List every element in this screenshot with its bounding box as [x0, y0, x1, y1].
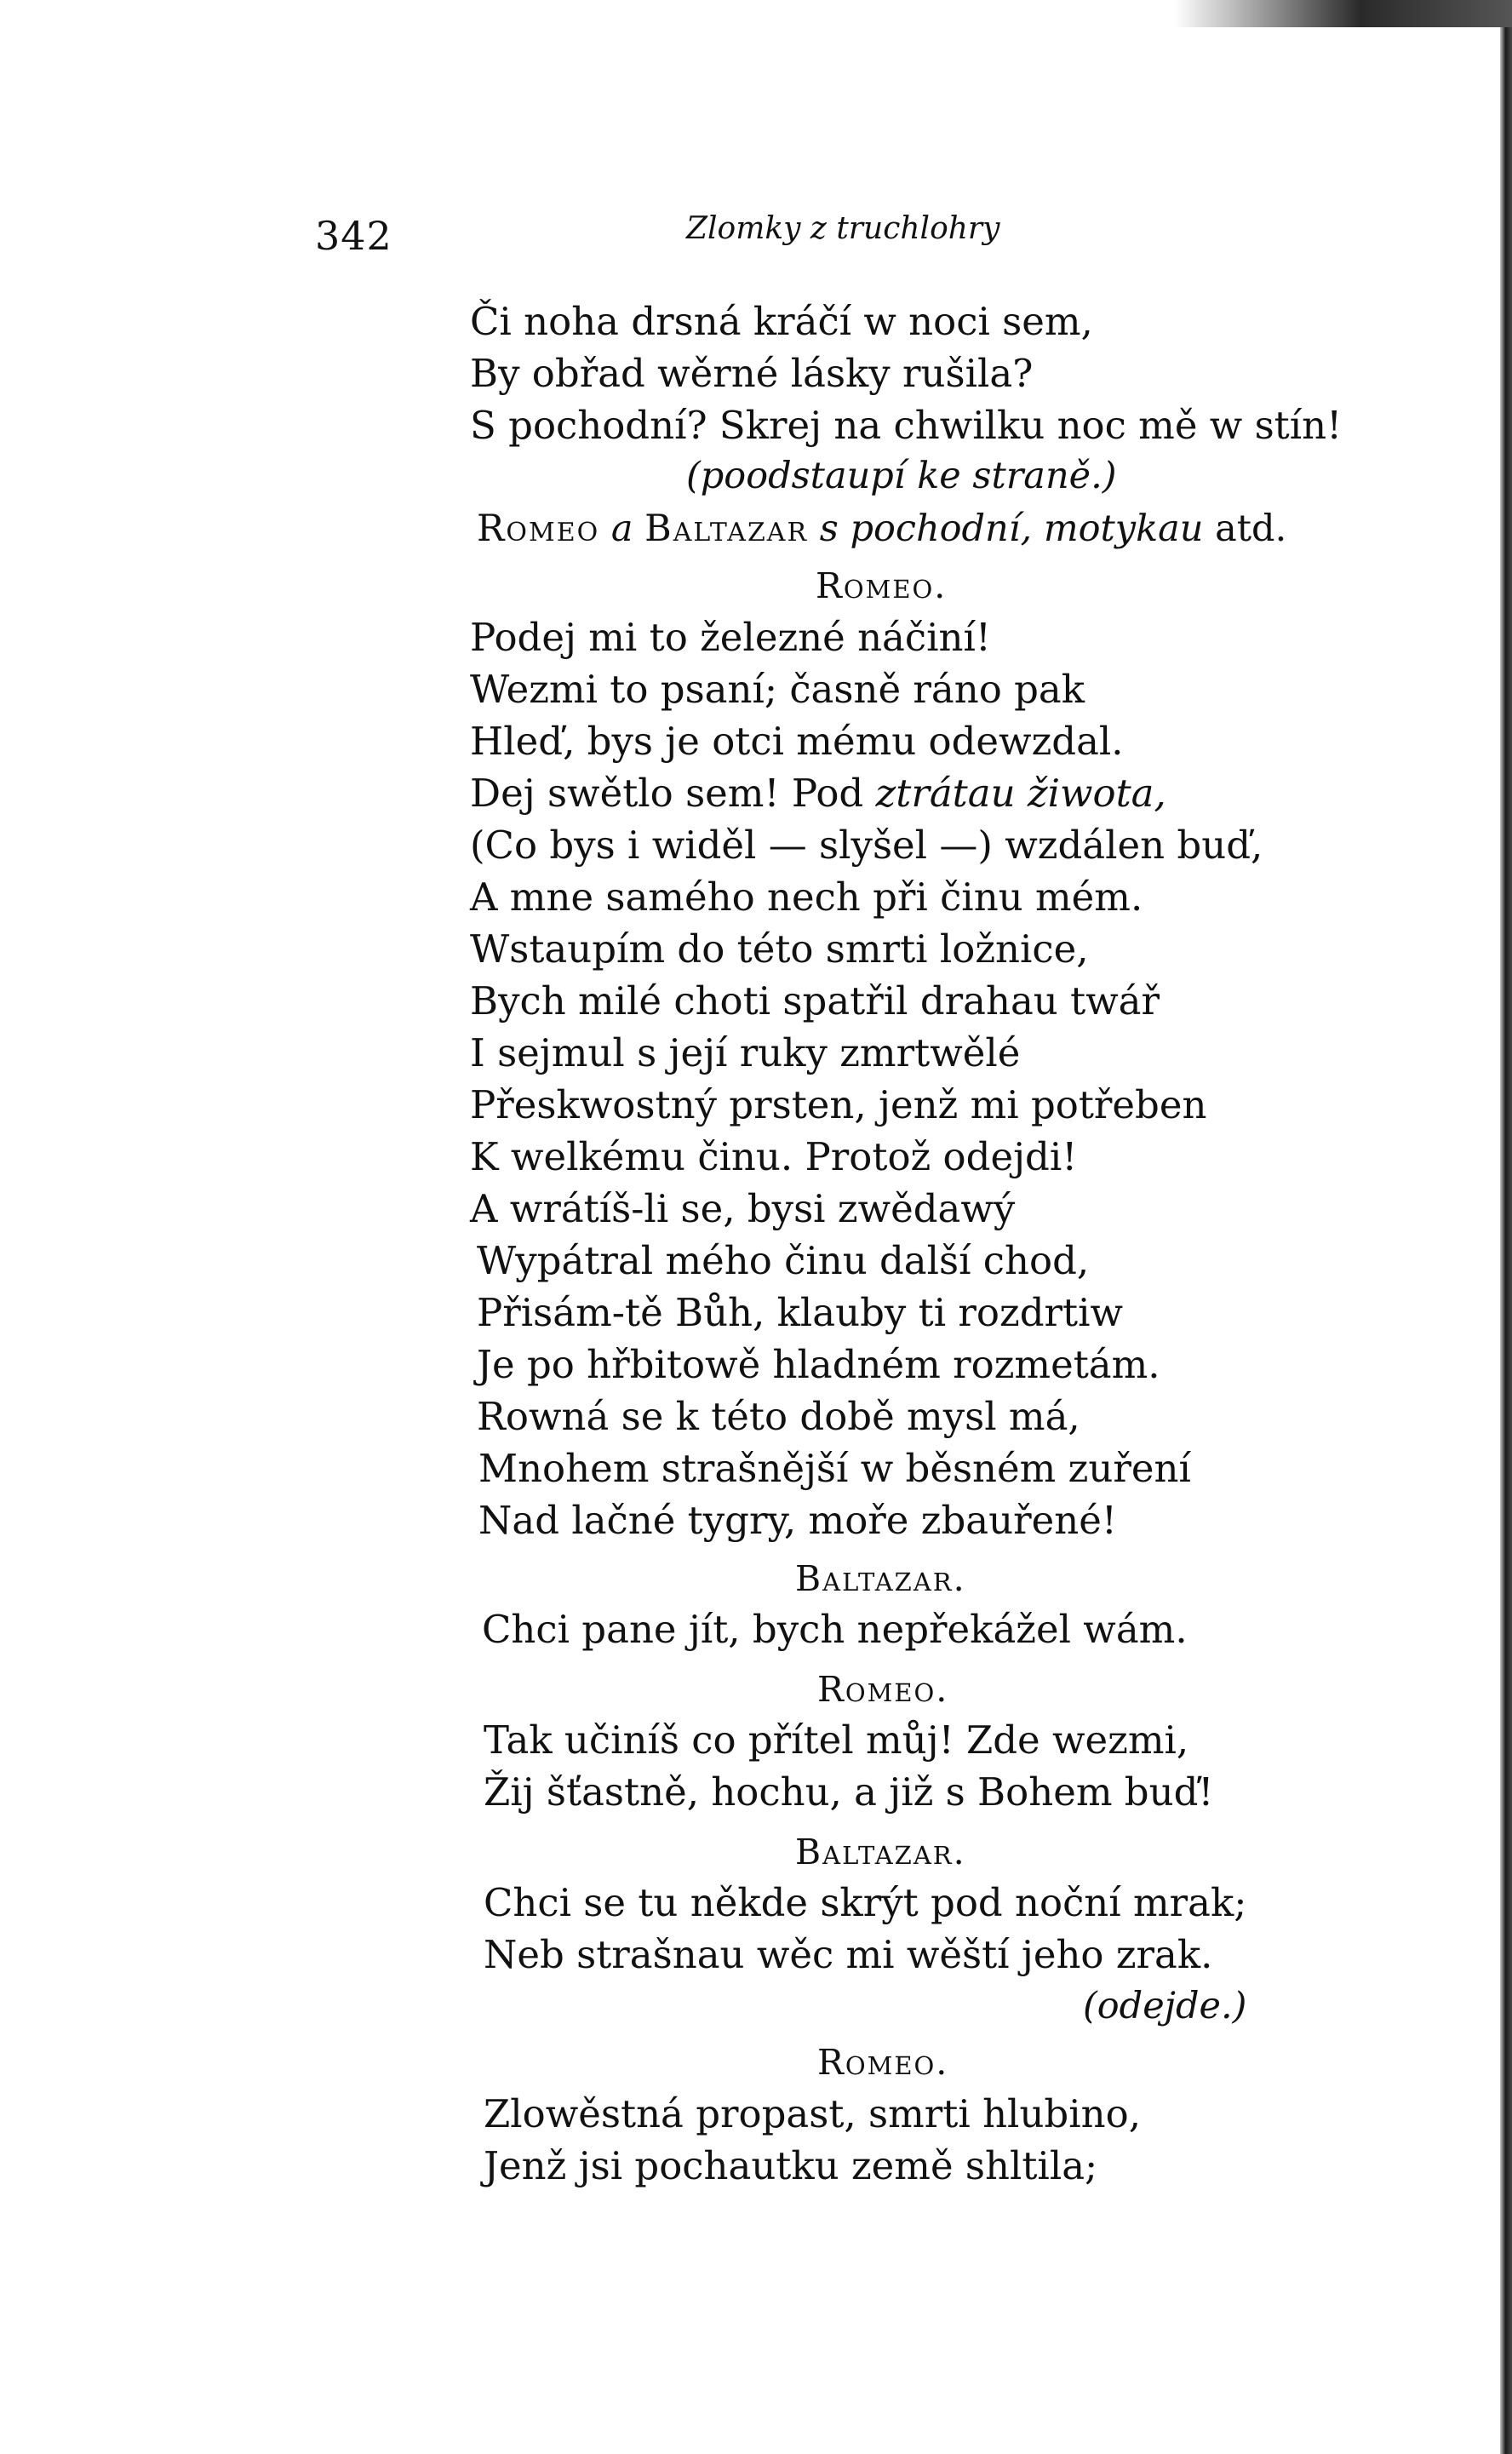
verse-line: Žij šťastně, hochu, a již s Bohem buď!	[484, 1769, 1214, 1815]
verse-text: Dej swětlo sem! Pod	[470, 771, 864, 816]
verse-line: Wypátral mého činu další chod,	[477, 1238, 1090, 1283]
stage-direction-conj: a	[610, 507, 633, 550]
verse-line: By obřad wěrné lásky rušila?	[470, 351, 1034, 396]
verse-line: Přisám-tě Bůh, klauby ti rozdrtiw	[477, 1290, 1124, 1335]
page-number: 342	[315, 213, 392, 259]
speaker-name: Romeo.	[816, 565, 948, 606]
speaker-name: Baltazar.	[795, 1558, 966, 1599]
verse-line: Neb strašnau wěc mi wěští jeho zrak.	[484, 1932, 1213, 1977]
verse-line: Rowná se k této době mysl má,	[477, 1394, 1080, 1439]
stage-direction-text: s pochodní, motykau	[819, 507, 1204, 550]
verse-line: Wezmi to psaní; časně ráno pak	[470, 667, 1085, 712]
verse-line: Nad lačné tygry, moře zbauřené!	[478, 1498, 1117, 1543]
verse-line	[470, 771, 1166, 816]
scan-edge-top	[1175, 0, 1512, 27]
verse-line: Wstaupím do této smrti ložnice,	[470, 926, 1089, 972]
verse-line: I sejmul s její ruky zmrtwělé	[470, 1030, 1021, 1075]
verse-line: Přeskwostný prsten, jenž mi potřeben	[470, 1082, 1207, 1127]
verse-line: A wrátíš-li se, bysi zwědawý	[470, 1186, 1016, 1231]
verse-line: Jenž jsi pochautku země shltila;	[484, 2143, 1098, 2188]
speaker-name: Baltazar.	[795, 1832, 966, 1872]
character-name: Romeo	[477, 507, 600, 550]
verse-line: Podej mi to železné náčiní!	[470, 615, 991, 660]
speaker-name: Romeo.	[817, 1669, 949, 1710]
verse-line: K welkému činu. Protož odejdi!	[470, 1134, 1078, 1179]
stage-direction-end: atd.	[1215, 507, 1287, 550]
verse-line: (Co bys i widěl — slyšel —) wzdálen buď,	[470, 823, 1263, 868]
verse-text-italic: ztrátau žiwota,	[875, 771, 1166, 816]
verse-line: Hleď, bys je otci mému odewzdal.	[470, 719, 1124, 764]
stage-direction	[477, 507, 1287, 550]
character-name: Baltazar	[644, 507, 809, 550]
stage-direction: (odejde.)	[1083, 1985, 1247, 2027]
verse-line: Zlowěstná propast, smrti hlubino,	[484, 2091, 1142, 2136]
running-title: Zlomky z truchlohry	[686, 211, 1000, 246]
verse-line: Bych milé choti spatřil drahau twář	[470, 978, 1160, 1023]
speaker-name: Romeo.	[817, 2042, 949, 2083]
verse-line: S pochodní? Skrej na chwilku noc mě w stín!	[470, 403, 1343, 448]
verse-line: Chci se tu někde skrýt pod noční mrak;	[484, 1880, 1247, 1925]
verse-line: Chci pane jít, bych nepřekážel wám.	[482, 1607, 1188, 1652]
verse-line: Tak učiníš co přítel můj! Zde wezmi,	[484, 1717, 1189, 1763]
verse-line: Či noha drsná kráčí w noci sem,	[470, 299, 1093, 344]
verse-line: Je po hřbitowě hladném rozmetám.	[477, 1342, 1160, 1387]
stage-direction: (poodstaupí ke straně.)	[686, 455, 1117, 497]
scan-edge-right	[1500, 0, 1512, 2454]
verse-line: A mne samého nech při činu mém.	[470, 874, 1143, 920]
verse-line: Mnohem strašnější w běsném zuření	[478, 1446, 1191, 1491]
